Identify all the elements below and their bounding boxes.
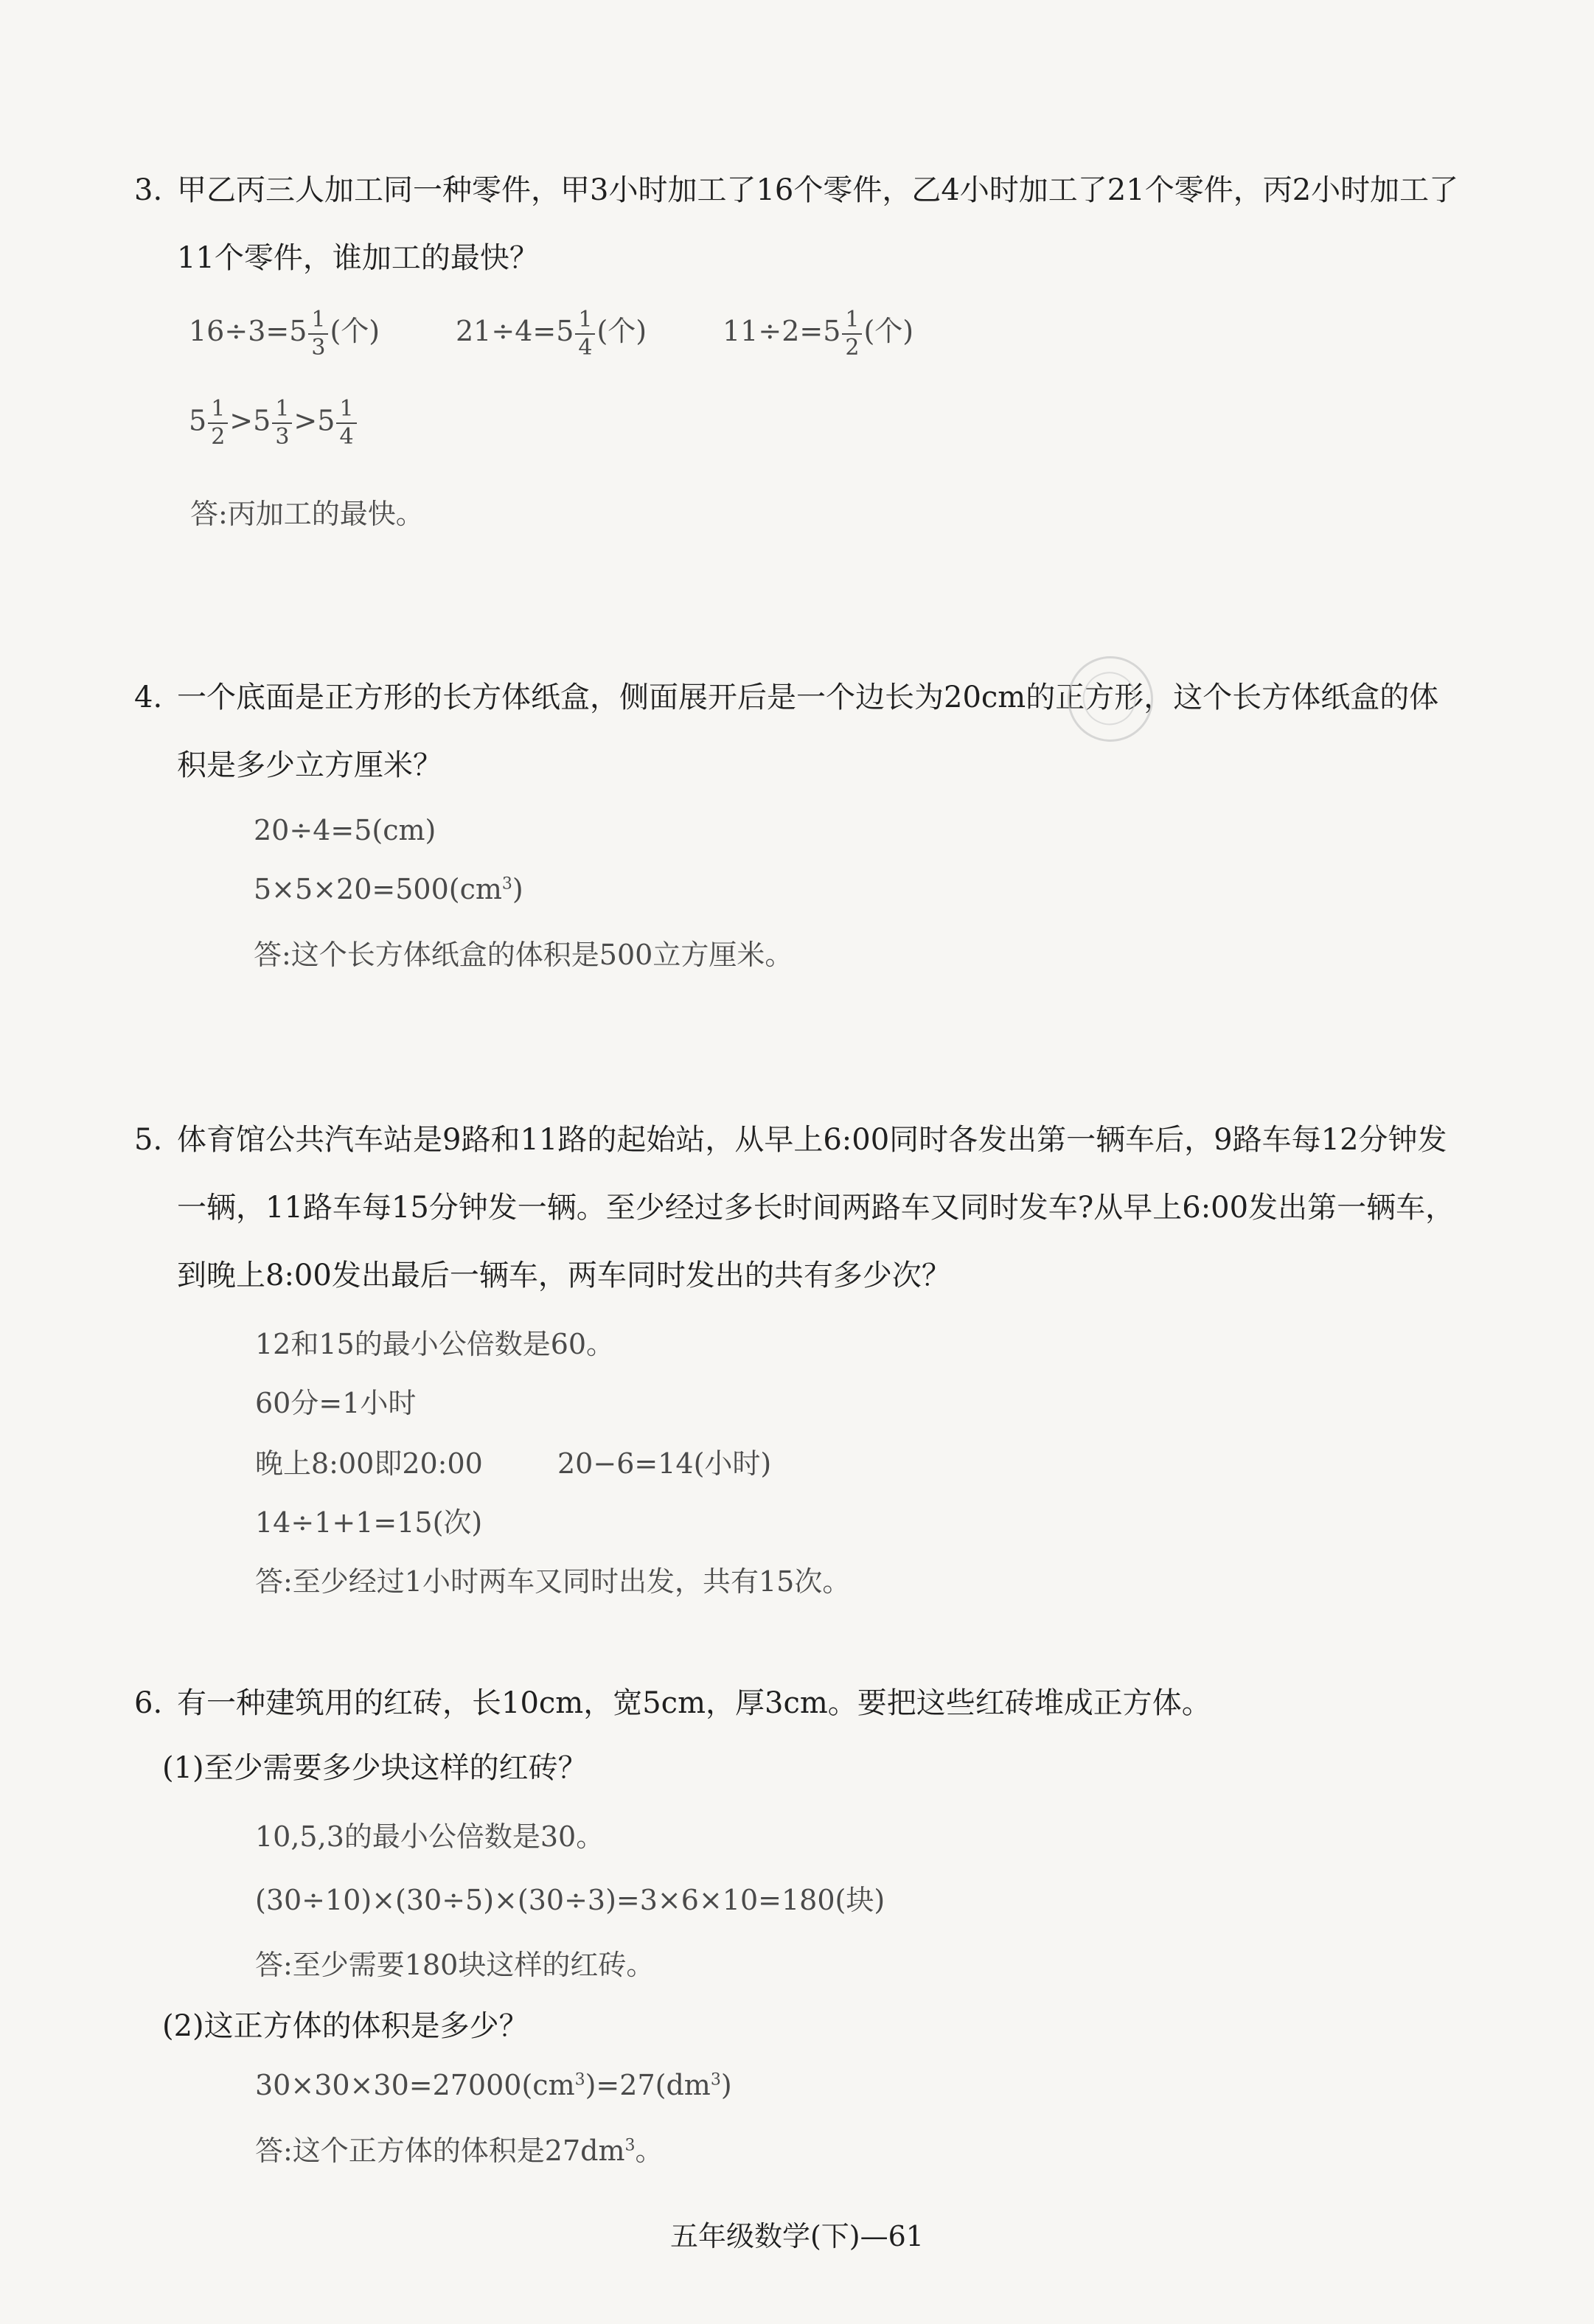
question-text: 11个零件，谁加工的最快？: [177, 241, 539, 275]
page-footer: 五年级数学(下)—61: [669, 2220, 924, 2252]
answer-text: 答:这个正方体的体积是$27dm^3$。: [255, 2135, 664, 2167]
calc-step: $30\times 30\times 30=27000(cm^3)=27(dm^3)$: [255, 2069, 732, 2101]
question-6: [134, 1669, 1483, 1737]
calc-step: 14÷1+1=15(次): [255, 1506, 483, 1539]
question-3: [134, 156, 1483, 292]
calc-bing: 11÷2=5 $\frac{1}{2}$ (个): [723, 306, 914, 361]
answer-text: 答:丙加工的最快。: [190, 498, 424, 530]
question-4: [134, 664, 1483, 799]
calc-yi: 21÷4=5 $\frac{1}{4}$ (个): [456, 306, 647, 361]
calc-step: 晚上8:00即20:00: [255, 1447, 483, 1480]
comparison: 5 $\frac{1}{2}$ >5 $\frac{1}{3}$ >5 $\frac{1}{4}$: [189, 398, 358, 448]
calc-step: 20−6=14(小时): [557, 1447, 772, 1480]
question-text: 积是多少立方厘米？: [177, 748, 442, 782]
question-text: 有一种建筑用的红砖，长10cm，宽5cm，厚3cm。要把这些红砖堆成正方体。: [177, 1686, 1211, 1720]
question-5: [134, 1106, 1483, 1309]
answer-text: 答:至少经过1小时两车又同时出发，共有15次。: [255, 1565, 851, 1598]
calc-step: 20÷4=5(cm): [254, 814, 436, 846]
fraction: $\frac{1}{4}$: [575, 309, 595, 359]
question-number: 5.: [134, 1123, 163, 1157]
question-text: 体育馆公共汽车站是9路和11路的起始站，从早上6:00同时各发出第一辆车后，9路车每12分钟发: [177, 1123, 1447, 1157]
calc-step: (30÷10)×(30÷5)×(30÷3)=3×6×10=180(块): [255, 1884, 885, 1916]
calc-step: 12和15的最小公倍数是60。: [255, 1328, 615, 1360]
sub-question-1: (1)至少需要多少块这样的红砖？: [162, 1751, 588, 1785]
calc-jia: 16÷3=5 $\frac{1}{3}$ (个): [189, 306, 380, 361]
question-text: 甲乙丙三人加工同一种零件，甲3小时加工了16个零件，乙4小时加工了21个零件，丙2小时加工了: [177, 173, 1459, 207]
question-number: 6.: [134, 1686, 163, 1720]
answer-text: 答:至少需要180块这样的红砖。: [255, 1949, 655, 1981]
calc-step: 10,5,3的最小公倍数是30。: [255, 1820, 605, 1853]
fraction: $\frac{1}{3}$: [308, 309, 328, 359]
calc-step: 60分=1小时: [255, 1387, 417, 1419]
answer-text: 答:这个长方体纸盒的体积是500立方厘米。: [254, 939, 793, 971]
question-text: 到晚上8:00发出最后一辆车，两车同时发出的共有多少次？: [177, 1259, 951, 1293]
calc-step: $5\times 5\times 20=500(cm^3)$: [254, 873, 523, 905]
sub-question-2: (2)这正方体的体积是多少？: [162, 2009, 529, 2043]
question-text: 一辆，11路车每15分钟发一辆。至少经过多长时间两路车又同时发车?从早上6:00发出第一辆车，: [177, 1191, 1455, 1225]
question-number: 3.: [134, 173, 163, 207]
question-number: 4.: [134, 681, 163, 714]
fraction: $\frac{1}{2}$: [842, 309, 862, 359]
question-text: 一个底面是正方形的长方体纸盒，侧面展开后是一个边长为20cm的正方形，这个长方体纸盒的体: [177, 681, 1439, 714]
